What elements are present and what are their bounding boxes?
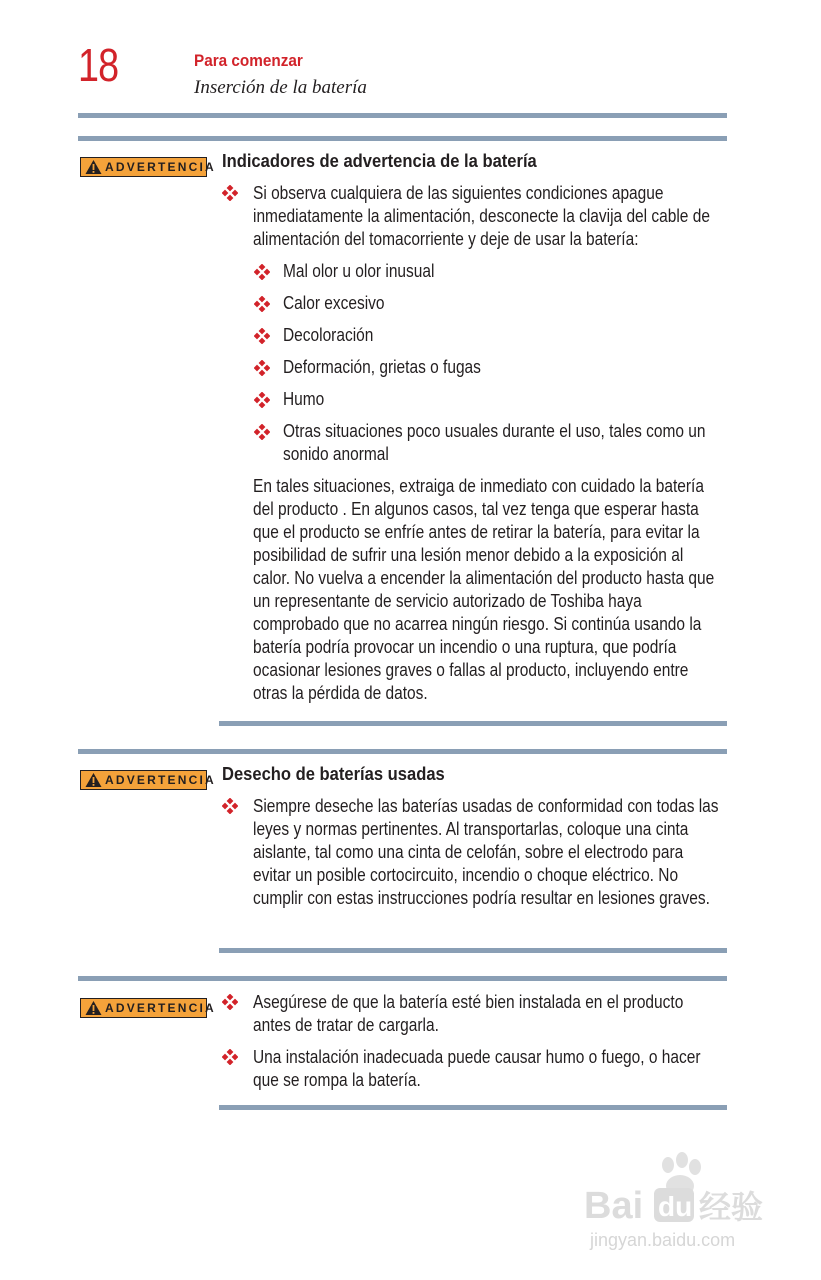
diamond-bullet-icon (254, 360, 270, 376)
warning-badge (80, 770, 216, 790)
diamond-bullet-icon (222, 1049, 238, 1065)
block-top-rule (78, 749, 727, 754)
list-item: Mal olor u olor inusual (283, 261, 435, 281)
block-bottom-rule (219, 948, 727, 953)
warning-label: ADVERTENCIA (105, 773, 216, 787)
diamond-bullet-icon (254, 392, 270, 408)
bullet-text: Asegúrese de que la batería esté bien instalada en el producto antes de tratar de cargarla. (253, 992, 684, 1035)
block-heading: Indicadores de advertencia de la batería (222, 151, 537, 171)
block-top-rule (78, 976, 727, 981)
chapter-title: Para comenzar (194, 51, 303, 70)
block-bottom-rule (219, 1105, 727, 1110)
block-bottom-rule (219, 721, 727, 726)
warning-triangle-icon (85, 772, 102, 788)
diamond-bullet-icon (254, 424, 270, 440)
page-number: 18 (78, 39, 119, 91)
diamond-bullet-icon (222, 185, 238, 201)
body-paragraph: En tales situaciones, extraiga de inmediato con cuidado la batería del producto . En algunos casos, tal vez tenga que esperar hasta que el producto se enfríe antes de retirar la batería, para evitar la posibilidad de sufrir una lesión menor debido a la exposición al calor. No vuelva a encender la alimentación del producto hasta que un representante de servicio autorizado de Toshiba haya comprobado que no acarrea ningún riesgo. Si continúa usando la batería podría provocar un incendio o una ruptura, que podría ocasionar lesiones graves o fallas al producto, incluyendo entre otras la pérdida de datos. (253, 476, 715, 703)
diamond-bullet-icon (254, 264, 270, 280)
diamond-bullet-icon (254, 296, 270, 312)
list-item: Decoloración (283, 325, 374, 345)
list-item: Calor excesivo (283, 293, 385, 313)
warning-triangle-icon (85, 1000, 102, 1016)
warning-badge (80, 998, 216, 1018)
warning-triangle-icon (85, 159, 102, 175)
block-top-rule (78, 136, 727, 141)
diamond-bullet-icon (222, 798, 238, 814)
svg-text:du: du (658, 1191, 693, 1222)
list-item: Otras situaciones poco usuales durante el uso, tales como un sonido anormal (283, 421, 706, 464)
header-rule (78, 113, 727, 118)
warning-badge (80, 157, 216, 177)
list-item: Deformación, grietas o fugas (283, 357, 481, 377)
diamond-bullet-icon (254, 328, 270, 344)
block-heading: Desecho de baterías usadas (222, 764, 445, 784)
baidu-jingyan-watermark-logo (582, 1150, 777, 1255)
svg-text:jingyan.baidu.com: jingyan.baidu.com (590, 1230, 736, 1250)
warning-label: ADVERTENCIA (105, 1001, 216, 1015)
bullet-text: Si observa cualquiera de las siguientes condiciones apague inmediatamente la alimentación, desconecte la clavija del cable de alimentación del tomacorriente y deje de usar la batería: (253, 183, 710, 249)
bullet-text: Siempre deseche las baterías usadas de conformidad con todas las leyes y normas pertinentes. Al transportarlas, coloque una cinta aislante, tal como una cinta de celofán, sobre el electrodo para evitar un posible cortocircuito, incendio o choque eléctrico. No cumplir con estas instrucciones podría resultar en lesiones graves. (253, 796, 719, 908)
svg-text:经验: 经验 (699, 1188, 764, 1226)
warning-label: ADVERTENCIA (105, 160, 216, 174)
list-item: Humo (283, 389, 325, 409)
bullet-text: Una instalación inadecuada puede causar humo o fuego, o hacer que se rompa la batería. (253, 1047, 701, 1090)
diamond-bullet-icon (222, 994, 238, 1010)
svg-text:Bai: Bai (584, 1185, 644, 1227)
section-title: Inserción de la batería (194, 77, 367, 98)
